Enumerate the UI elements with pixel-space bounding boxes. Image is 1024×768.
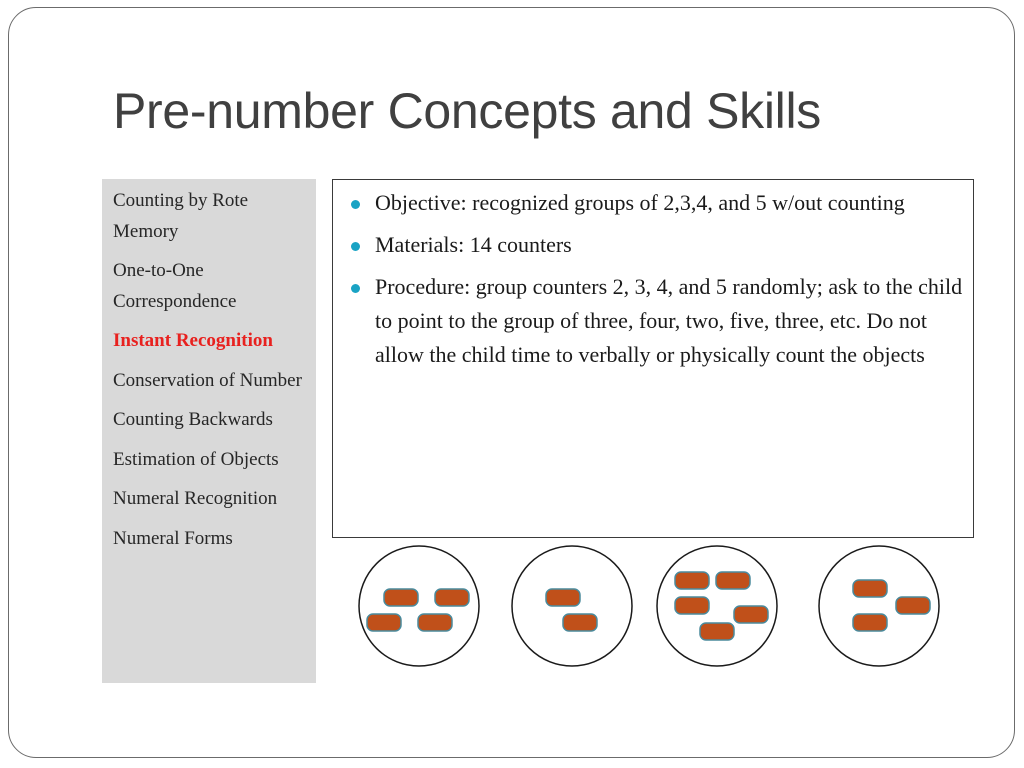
sidebar-item-numeral-forms: Numeral Forms bbox=[113, 527, 233, 549]
bullet-objective-text: Objective: recognized groups of 2,3,4, and 5 w/out counting bbox=[375, 190, 905, 215]
group-of-two bbox=[512, 546, 632, 666]
group-of-five bbox=[657, 546, 777, 666]
counter bbox=[675, 597, 709, 614]
counter bbox=[716, 572, 750, 589]
counter bbox=[384, 589, 418, 606]
counter bbox=[734, 606, 768, 623]
bullet-procedure-text: Procedure: group counters 2, 3, 4, and 5 randomly; ask to the child to point to the group of three, four, two, five, three, etc. Do not allow the child time to verbally or physically count the objects bbox=[375, 274, 963, 367]
slide-title: Pre-number Concepts and Skills bbox=[113, 83, 821, 139]
counter bbox=[418, 614, 452, 631]
sidebar-item-estimation-of-objects: Estimation of Objects bbox=[113, 448, 279, 470]
counter bbox=[896, 597, 930, 614]
counter bbox=[367, 614, 401, 631]
sidebar-item-counting-by-rote-memory: Counting by Rote Memory bbox=[113, 190, 249, 242]
counter bbox=[675, 572, 709, 589]
counter bbox=[700, 623, 734, 640]
counter bbox=[853, 580, 887, 597]
sidebar-item-conservation-of-number: Conservation of Number bbox=[113, 369, 302, 391]
bullet-materials-text: Materials: 14 counters bbox=[375, 232, 572, 257]
sidebar-item-instant-recognition: Instant Recognition bbox=[113, 330, 273, 351]
counter bbox=[853, 614, 887, 631]
counter bbox=[435, 589, 469, 606]
group-of-three bbox=[819, 546, 939, 666]
counter bbox=[546, 589, 580, 606]
sidebar-item-numeral-recognition: Numeral Recognition bbox=[113, 488, 278, 509]
sidebar-item-counting-backwards: Counting Backwards bbox=[113, 409, 273, 430]
group-of-four bbox=[359, 546, 479, 666]
sidebar-item-one-to-one-correspondence: One-to-One Correspondence bbox=[113, 260, 237, 312]
counter bbox=[563, 614, 597, 631]
